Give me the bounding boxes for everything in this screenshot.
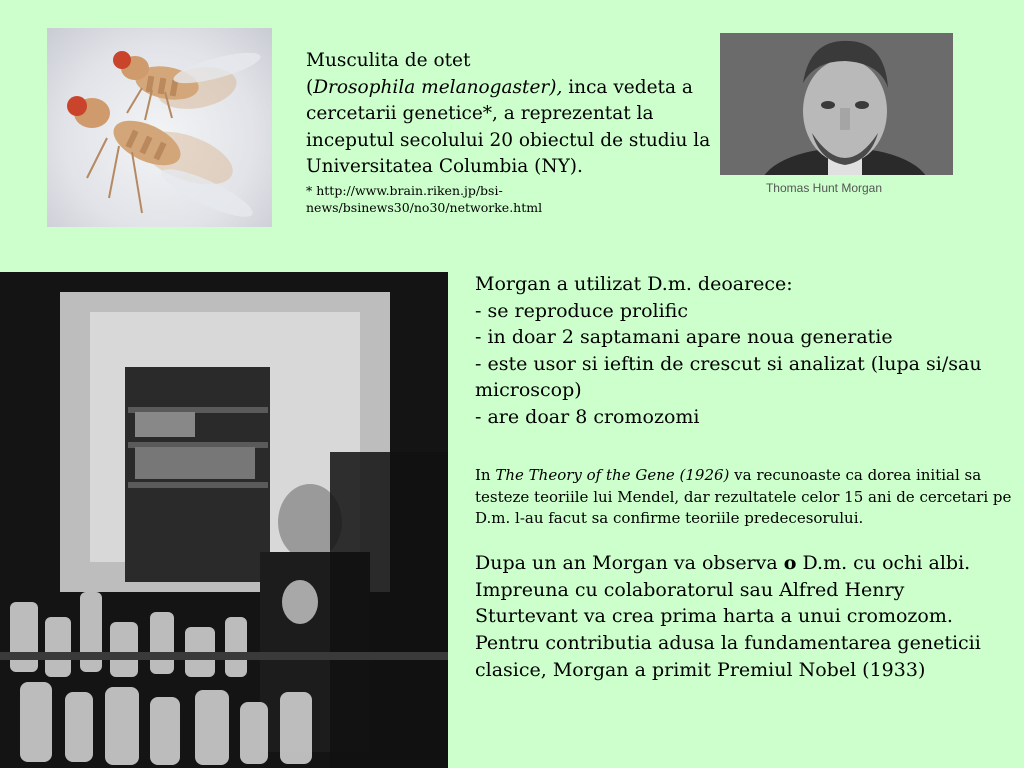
morgan-portrait xyxy=(720,33,953,175)
fruit-fly-photo xyxy=(47,28,272,227)
lab-photo xyxy=(0,272,448,768)
lab-illustration xyxy=(0,272,448,768)
intro-text xyxy=(306,48,714,216)
observation-text-end: D.m. cu ochi albi. xyxy=(796,552,971,574)
nobel-prize-text: Pentru contributia adusa la fundamentarea geneticii clasice, Morgan a primit Premiul Nobel (1933) xyxy=(475,632,981,681)
reason-item: - se reproduce prolific xyxy=(475,299,688,322)
final-paragraph xyxy=(475,550,995,684)
fly-lower xyxy=(67,96,257,225)
theory-rest: va recunoaste ca dorea initial sa testeze teoriile lui Mendel, dar rezultatele celor 15 ani de cercetari pe D.m. l-au facut sa confirme teoriile predecesorului. xyxy=(475,466,1012,527)
reasons-heading: Morgan a utilizat D.m. deoarece: xyxy=(475,273,793,295)
portrait-illustration xyxy=(720,33,953,175)
chromosome-map-text: Impreuna cu colaboratorul sau Alfred Henry Sturtevant va crea prima harta a unui cromozom. xyxy=(475,578,953,628)
fruit-fly-illustration xyxy=(47,28,272,227)
reason-item: - in doar 2 saptamani apare noua generatie xyxy=(475,326,893,349)
observation-text: Dupa un an Morgan va observa xyxy=(475,552,784,574)
book-title: The Theory of the Gene (1926) xyxy=(495,466,730,484)
species-name: Drosophila melanogaster), xyxy=(313,76,563,98)
fly-upper xyxy=(113,47,263,120)
intro-body-rest: inca vedeta a cercetarii genetice*, a reprezentat la inceputul secolului 20 obiectul de studiu la Universitatea Columbia (NY). xyxy=(306,76,711,177)
theory-prefix: In xyxy=(475,466,496,484)
portrait-caption: Thomas Hunt Morgan xyxy=(765,181,883,195)
intro-title: Musculita de otet xyxy=(306,50,471,71)
intro-open-paren: ( xyxy=(306,76,314,98)
reason-item: - are doar 8 cromozomi xyxy=(475,405,700,428)
reason-item: - este usor si ieftin de crescut si analizat (lupa si/sau microscop) xyxy=(475,352,982,402)
reasons-list xyxy=(475,271,1010,431)
observation-bold: o xyxy=(783,552,797,574)
white-eye-observation xyxy=(475,550,995,577)
intro-body xyxy=(306,75,714,181)
theory-paragraph xyxy=(475,465,1015,530)
intro-footnote: * http://www.brain.riken.jp/bsi-news/bsinews30/no30/networke.html xyxy=(306,182,543,215)
